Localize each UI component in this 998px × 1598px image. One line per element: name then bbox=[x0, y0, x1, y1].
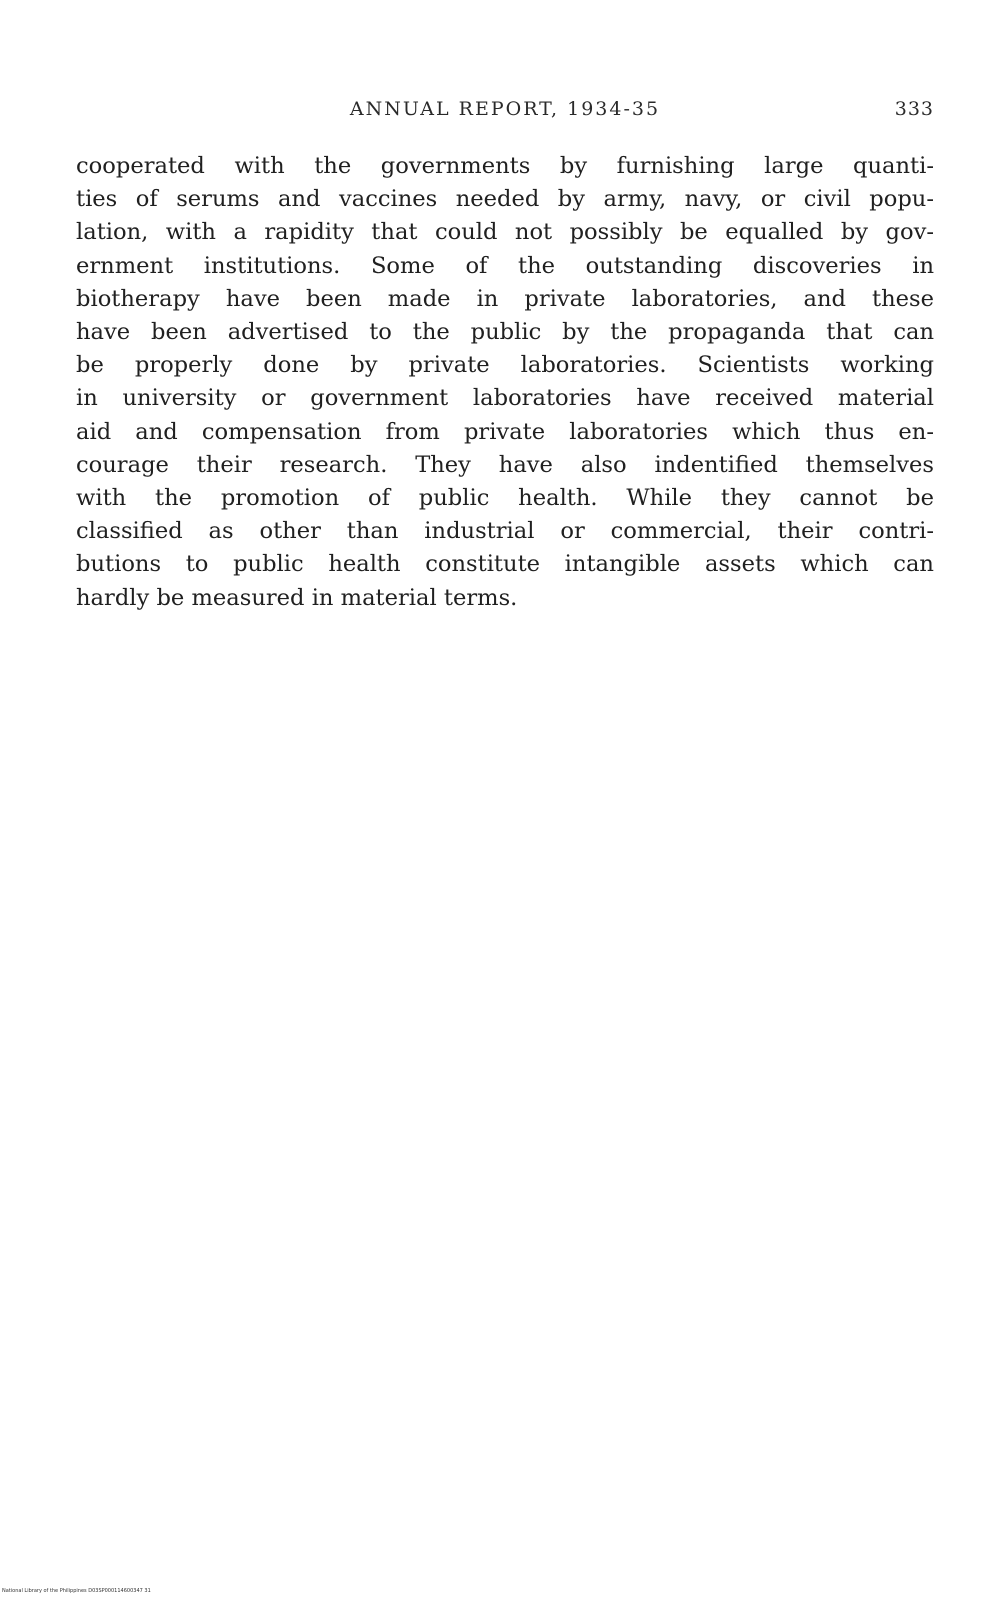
running-head-title: ANNUAL REPORT, 1934-35 bbox=[349, 98, 661, 120]
text-line: lation, with a rapidity that could not possibly be equalled by gov- bbox=[76, 219, 934, 246]
running-head bbox=[76, 98, 934, 126]
text-line: biotherapy have been made in private laboratories, and these bbox=[76, 285, 934, 312]
text-line: in university or government laboratories have received material bbox=[76, 385, 934, 412]
text-line: classified as other than industrial or commercial, their contri- bbox=[76, 518, 934, 545]
text-line: with the promotion of public health. While they cannot be bbox=[76, 485, 934, 512]
text-line: be properly done by private laboratories. Scientists working bbox=[76, 352, 934, 379]
body-paragraph bbox=[76, 150, 934, 615]
scan-footer: National Library of the Philippines D03SP000114600347 31 bbox=[2, 1588, 151, 1594]
text-line: aid and compensation from private laboratories which thus en- bbox=[76, 418, 934, 445]
text-line: have been advertised to the public by the propaganda that can bbox=[76, 319, 934, 346]
text-line: courage their research. They have also indentified themselves bbox=[76, 451, 934, 478]
text-line: cooperated with the governments by furnishing large quanti- bbox=[76, 153, 934, 179]
page-number: 333 bbox=[894, 98, 934, 120]
text-line: hardly be measured in material terms. bbox=[76, 584, 518, 611]
text-line: butions to public health constitute intangible assets which can bbox=[76, 551, 934, 578]
text-line: ernment institutions. Some of the outstanding discoveries in bbox=[76, 252, 934, 279]
text-line: ties of serums and vaccines needed by army, navy, or civil popu- bbox=[76, 186, 934, 213]
